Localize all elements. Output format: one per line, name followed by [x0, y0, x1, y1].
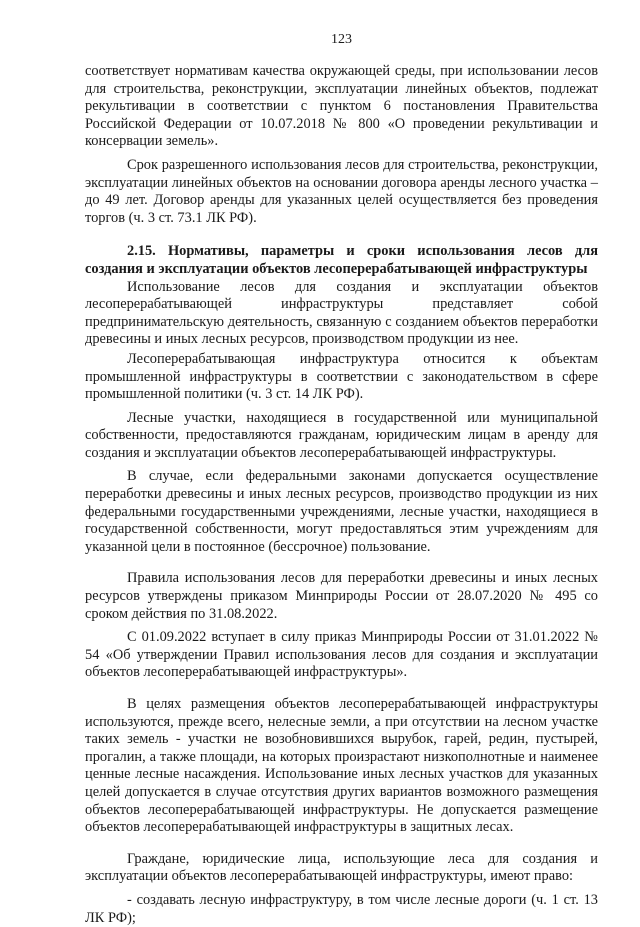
paragraph-lease-provision: Лесные участки, находящиеся в государственной или муниципальной собственности, предоставляются гражданам, юридическим лицам в аренду для создания и эксплуатации объектов лесоперерабатывающей инфраструктуры.	[85, 409, 598, 461]
section-heading: 2.15. Нормативы, параметры и сроки использования лесов для создания и эксплуатации объектов лесоперерабатывающей инфраструктуры	[85, 243, 598, 277]
page-number: 123	[331, 32, 352, 47]
paragraph-rules-495: Правила использования лесов для переработки древесины и иных лесных ресурсов утверждены приказом Минприроды России от 28.07.2020 № 495 со сроком действия по 31.08.2022.	[85, 570, 598, 622]
paragraph-lease-term: Срок разрешенного использования лесов для строительства, реконструкции, эксплуатации линейных объектов на основании договора аренды лесного участка – до 49 лет. Договор аренды для указанных целей осуществляется без проведения торгов (ч. 3 ст. 73.1 ЛК РФ).	[85, 156, 598, 226]
paragraph-permanent-use: В случае, если федеральными законами допускается осуществление переработки древесины и иных лесных ресурсов, производство продукции из них федеральными государственными учреждениями, лесные участки, находящиеся в государственной собственности, могут предоставляться этим учреждениям для указанной цели в постоянное (бессрочное) пользование.	[85, 468, 598, 555]
paragraph-forest-use-purpose: Использование лесов для создания и эксплуатации объектов лесоперерабатывающей инфраструктуры представляет собой предпринимательскую деятельность, связанную с созданием объектов переработки древесины и иных лесных ресурсов, производством продукции из нее.	[85, 278, 598, 348]
list-item-right-infrastructure: - создавать лесную инфраструктуру, в том числе лесные дороги (ч. 1 ст. 13 ЛК РФ);	[85, 891, 598, 926]
paragraph-placement-lands: В целях размещения объектов лесоперерабатывающей инфраструктуры используются, прежде всего, нелесные земли, а при отсутствии на лесном участке таких земель - участки не возобновившихся вырубок, гарей, редин, пустырей, прогалин, а также площади, на которых произрастают низкополнотные и наименее ценные лесные насаждения. Использование иных лесных участков для указанных целей допускается в случае отсутствия других вариантов возможного размещения объектов лесоперерабатывающей инфраструктуры. Не допускается размещение объектов лесоперерабатывающей инфраструктуры в защитных лесах.	[85, 696, 598, 836]
paragraph-order-54: С 01.09.2022 вступает в силу приказ Минприроды России от 31.01.2022 № 54 «Об утверждении Правил использования лесов для создания и эксплуатации объектов лесоперерабатывающей инфраструктуры».	[85, 629, 598, 681]
paragraph-recultivation: соответствует нормативам качества окружающей среды, при использовании лесов для строительства, реконструкции, эксплуатации линейных объектов, подлежат рекультивации в соответствии с пунктом 6 постановления Правительства Российской Федерации от 10.07.2018 № 800 «О проведении рекультивации и консервации земель».	[85, 63, 598, 150]
paragraph-rights-intro: Граждане, юридические лица, использующие леса для создания и эксплуатации объектов лесоперерабатывающей инфраструктуры, имеют право:	[85, 850, 598, 885]
paragraph-industrial-infrastructure: Лесоперерабатывающая инфраструктура относится к объектам промышленной инфраструктуры в соответствии с законодательством в сфере промышленной политики (ч. 3 ст. 14 ЛК РФ).	[85, 350, 598, 403]
